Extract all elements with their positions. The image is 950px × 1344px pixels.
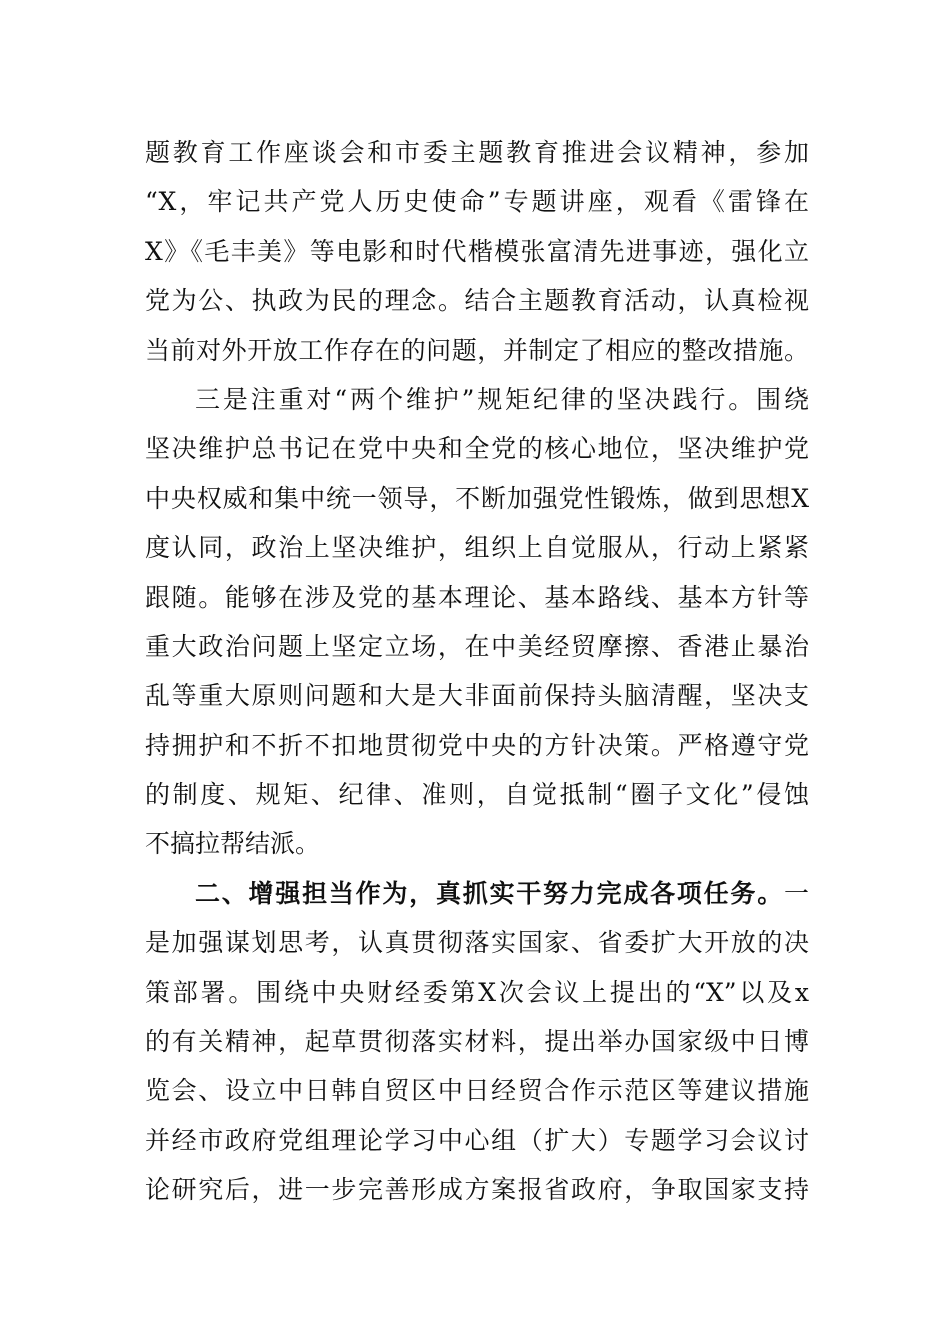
text-line: 乱等重大原则问题和大是大非面前保持头脑清醒，坚决支 — [145, 681, 809, 711]
text-line: 党为公、执政为民的理念。结合主题教育活动，认真检视 — [145, 286, 809, 316]
text-line: 题教育工作座谈会和市委主题教育推进会议精神，参加 — [145, 138, 809, 167]
text-line: 是加强谋划思考，认真贯彻落实国家、省委扩大开放的决 — [145, 928, 809, 958]
text-line: 跟随。能够在涉及党的基本理论、基本路线、基本方针等 — [145, 582, 809, 612]
document-body — [145, 128, 809, 1215]
text-line-continuation: 一 — [783, 878, 809, 908]
text-line: “X，牢记共产党人历史使命”专题讲座，观看《雷锋在 — [145, 187, 809, 217]
text-line: 坚决维护总书记在党中央和全党的核心地位，坚决维护党 — [145, 434, 809, 464]
paragraph-end-line: 不搞拉帮结派。 — [145, 829, 321, 859]
text-line: 并经市政府党组理论学习中心组（扩大）专题学习会议讨 — [145, 1125, 809, 1155]
text-line: X》《毛丰美》等电影和时代楷模张富清先进事迹，强化立 — [145, 236, 809, 266]
text-line: 策部署。围绕中央财经委第X次会议上提出的“X”以及x — [145, 977, 809, 1007]
paragraph-start-line: 三是注重对“两个维护”规矩纪律的坚决践行。围绕 — [195, 384, 809, 414]
text-line: 中央权威和集中统一领导，不断加强党性锻炼，做到思想X — [145, 483, 809, 513]
text-line: 重大政治问题上坚定立场，在中美经贸摩擦、香港止暴治 — [145, 631, 809, 661]
text-line: 的有关精神，起草贯彻落实材料，提出举办国家级中日博 — [145, 1027, 809, 1057]
text-line: 的制度、规矩、纪律、准则，自觉抵制“圈子文化”侵蚀 — [145, 780, 809, 810]
section-heading: 二、增强担当作为，真抓实干努力完成各项任务。 — [195, 878, 784, 908]
text-line: 览会、设立中日韩自贸区中日经贸合作示范区等建议措施 — [145, 1076, 809, 1106]
text-line: 持拥护和不折不扣地贯彻党中央的方针决策。严格遵守党 — [145, 730, 809, 760]
text-line: 当前对外开放工作存在的问题，并制定了相应的整改措施。 — [145, 335, 809, 365]
text-line: 度认同，政治上坚决维护，组织上自觉服从，行动上紧紧 — [145, 533, 809, 563]
text-line: 论研究后，进一步完善形成方案报省政府，争取国家支持 — [145, 1175, 809, 1205]
section-heading-line — [145, 869, 809, 918]
